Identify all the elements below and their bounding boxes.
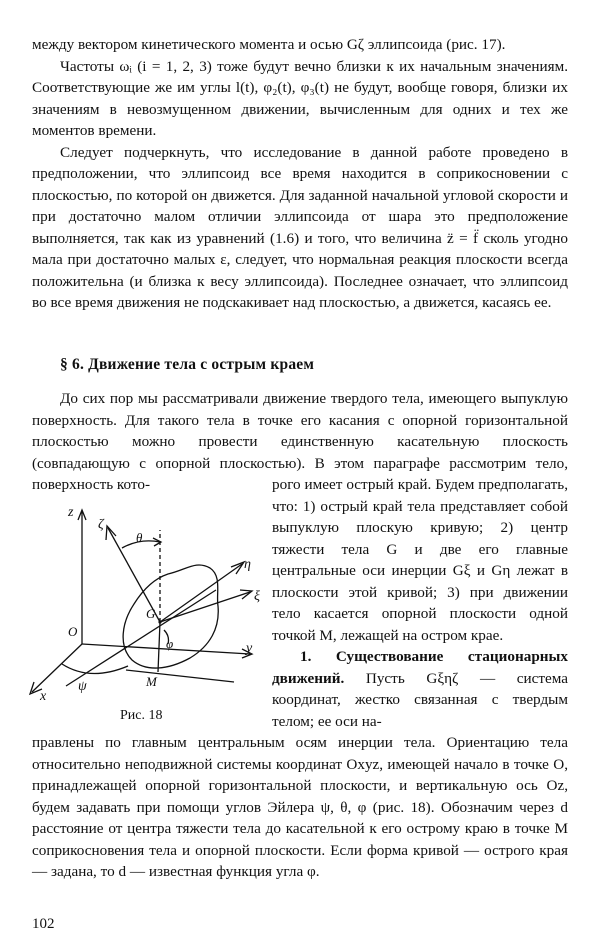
center-of-mass-dot: [158, 620, 161, 623]
label-xi: ξ: [254, 589, 260, 604]
subsection-wrap-text: Пусть Gξηζ — система координат, жестко связанная с твердым телом; ее оси на-: [272, 669, 568, 730]
figure-18-diagram: [18, 494, 270, 704]
wrapped-text-block: [272, 474, 568, 732]
section-heading: § 6. Движение тела с острым краем: [60, 356, 315, 373]
label-phi: φ: [166, 636, 174, 651]
x-axis: [32, 644, 82, 692]
label-z: z: [68, 505, 74, 520]
eta-arrow: [231, 562, 244, 574]
label-y: y: [246, 641, 253, 656]
paragraph-assumptions: рого имеет острый край. Будем предполагать, что: 1) острый край тела представляет собой выпуклую плоскую кривую; 2) центр тяжести тела G и две его главные центральные оси инерции Gξ и Gη лежат в плоскости этой кривой; 3) при движении тело касается опорной плоскости одной точкой M, лежащей на остром крае.: [272, 476, 568, 644]
figure-caption: Рис. 18: [120, 708, 163, 723]
paragraph-continuation: между вектором кинетического момента и осью Gζ эллипсоида (рис. 17).: [32, 36, 506, 53]
paragraph-intro: До сих пор мы рассматривали движение твердого тела, имеющего выпуклую поверхность. Для такого тела в точке его касания с опорной горизонтальной плоскостью можно провести единственную касательную плоскость (совпадающую с опорной плоскостью). В этом параграфе рассмотрим тело, поверхность кото-: [32, 390, 568, 493]
tangent-line: [126, 670, 234, 682]
label-origin: O: [68, 624, 78, 639]
paragraph-subsection-start: [272, 646, 568, 732]
paragraph-frequencies: Частоты ωᵢ (i = 1, 2, 3) тоже будут вечно близки к их начальным значениям. Соответствующие же им углы l(t), φ₂(t), φ₃(t) не будут, вообще говоря, близки их значениям в невозмущенном движении, вычисленным для одних и тех же моментов времени.: [32, 57, 568, 139]
label-x: x: [40, 689, 47, 704]
psi-arc: [62, 664, 128, 674]
label-eta: η: [244, 557, 251, 572]
subsection-title: 1. Существование стационарных движений.: [272, 648, 568, 687]
label-theta: θ: [136, 530, 143, 545]
label-m: M: [146, 674, 157, 689]
g-to-m-line: [158, 622, 160, 672]
label-psi: ψ: [78, 679, 87, 694]
top-text-block: [32, 34, 568, 314]
page-number: 102: [32, 916, 55, 932]
label-zeta: ζ: [98, 517, 104, 532]
paragraph-euler-angles: правлены по главным центральным осям инерции тела. Ориентацию тела относительно неподвижной системы координат Oxyz, имеющей начало в точке O, принадлежащей опорной горизонтальной плоскости, и вертикальную ось Oz, будем задавать при помощи углов Эйлера ψ, θ, φ (рис. 18). Обозначим через d расстояние от центра тяжести тела до касательной к его острому краю в точке M соприкосновения тела и опорной плоскости. Если форма кривой — острого края — задана, то d — известная функция угла φ.: [32, 734, 568, 880]
bottom-text-block: [32, 732, 568, 883]
paragraph-contact-assumption: Следует подчеркнуть, что исследование в данной работе проведено в предположении, что эллипсоид все время находится в соприкосновении с плоскостью, по которой он движется. Для заданной начальной угловой скорости и при достаточно малом отличии эллипсоида от шара это предположение выполняется, так как из уравнений (1.6) и того, что величина z̈ = f̈ сколь угодно мала при достаточно малых ε, следует, что нормальная реакция плоскости всегда положительна (и близка к весу эллипсоида). Последнее означает, что эллипсоид во все время движения не подскакивает над плоскостью, а движется, касаясь ее.: [32, 143, 568, 311]
label-g: G: [146, 606, 156, 621]
